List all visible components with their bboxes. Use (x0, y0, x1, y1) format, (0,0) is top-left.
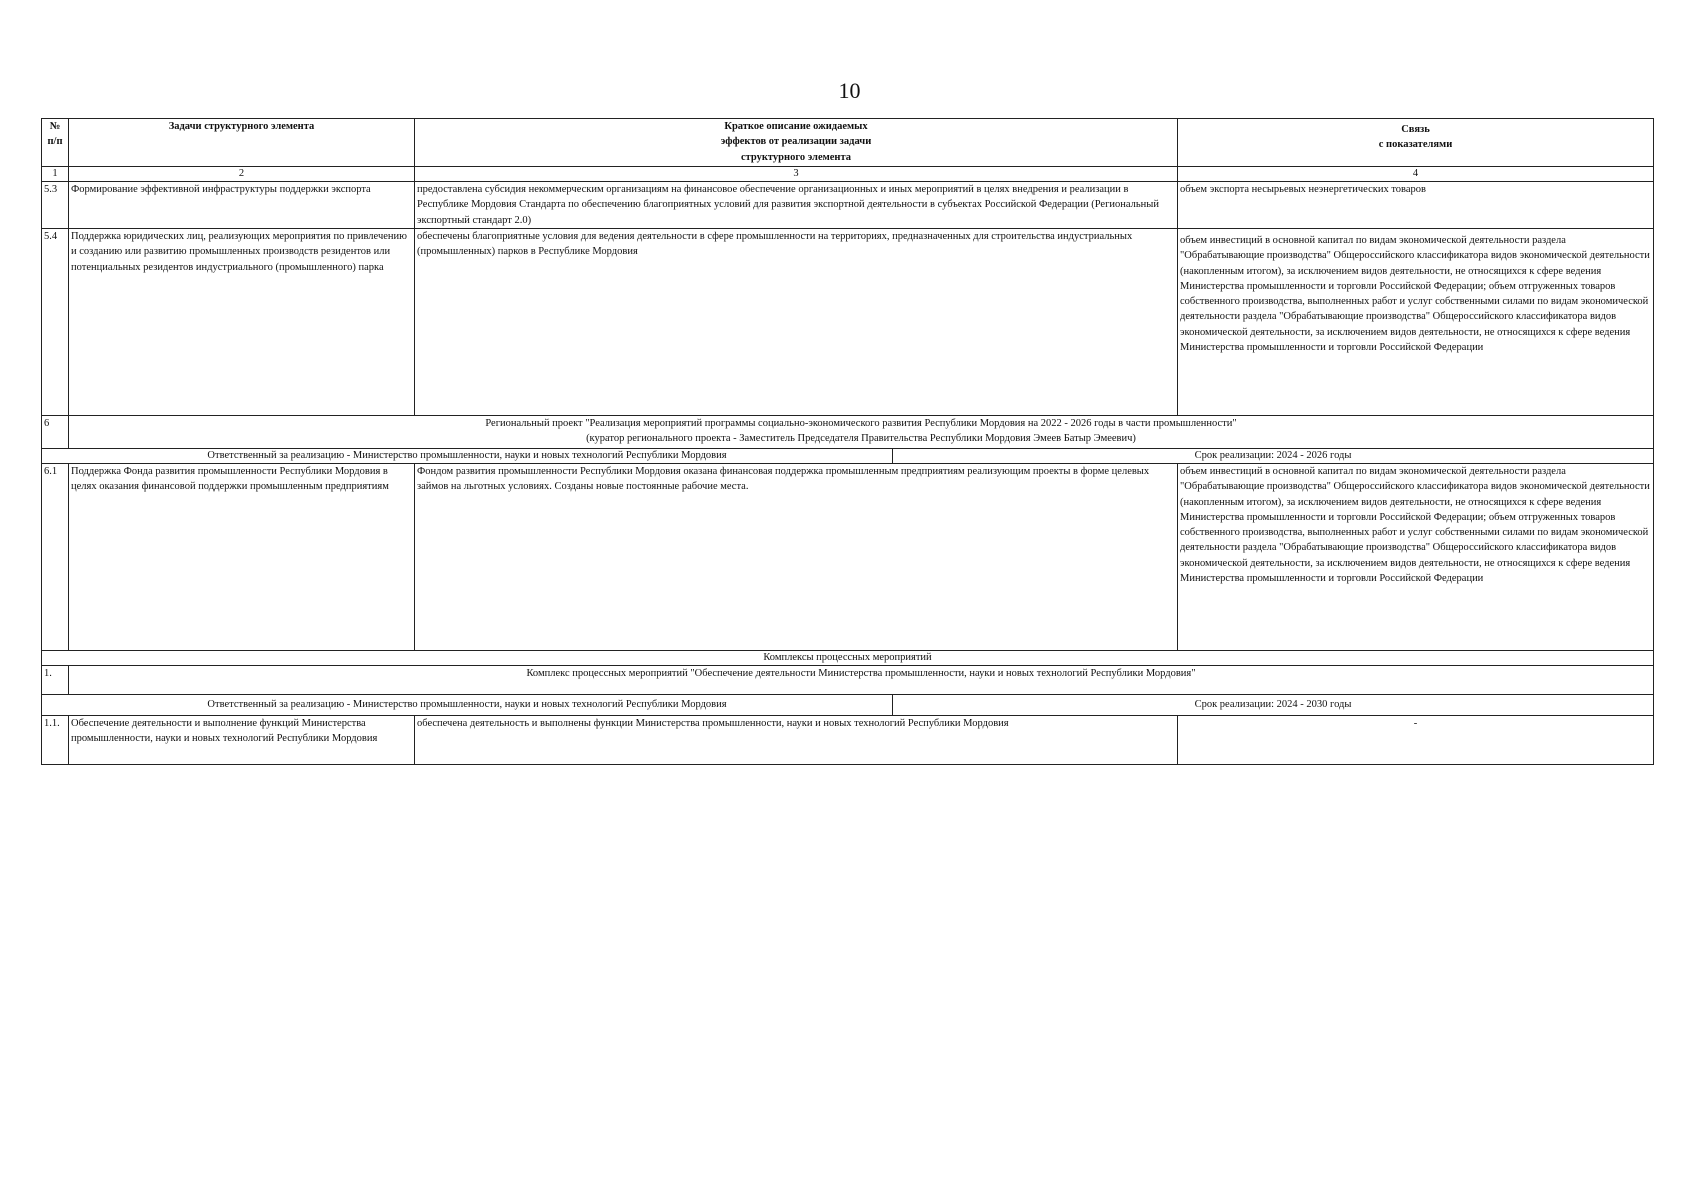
column-number: 2 (69, 167, 415, 182)
table-row-5-4 (42, 229, 1654, 416)
row-number: 1.1. (42, 716, 69, 765)
row-link: - (1178, 716, 1654, 765)
structural-elements-table (41, 118, 1654, 765)
table-row-project-6 (42, 416, 1654, 449)
row-link: объем инвестиций в основной капитал по видам экономической деятельности раздела "Обрабатывающие производства" Общероссийского классификатора видов экономической деятельности (накопленным итогом), за исключением видов деятельности, не относящихся к сфере ведения Министерства промышленности и торговли Российской Федерации; объем отгруженных товаров собственного производства, выполненных работ и услуг собственными силами по видам экономической деятельности раздела "Обрабатывающие производства" Общероссийского классификатора видов экономической деятельности, за исключением видов деятельности, не относящихся к сфере ведения Министерства промышленности и торговли Российской Федерации (1178, 229, 1654, 416)
complex-1-responsible: Ответственный за реализацию - Министерство промышленности, науки и новых технологий Республики Мордовия (42, 695, 893, 716)
header-tasks: Задачи структурного элемента (69, 119, 415, 167)
complex-1-responsible-row (42, 695, 1654, 716)
header-effects-line: структурного элемента (740, 151, 852, 163)
header-link-line: Связь (1401, 124, 1430, 135)
row-effect: обеспечены благоприятные условия для ведения деятельности в сфере промышленности на территориях, предназначенных для строительства индустриальных (промышленных) парков в Республике Мордовия (415, 229, 1178, 416)
page-number: 10 (838, 78, 861, 103)
row-number: 5.4 (42, 229, 69, 416)
table-header-row (42, 119, 1654, 167)
row-number: 5.3 (42, 182, 69, 229)
table-row-5-3 (42, 182, 1654, 229)
complex-1-title: Комплекс процессных мероприятий "Обеспечение деятельности Министерства промышленности, науки и новых технологий Республики Мордовия" (69, 666, 1654, 695)
row-number: 6 (42, 416, 69, 449)
row-number: 6.1 (42, 464, 69, 651)
complexes-title-row (42, 651, 1654, 666)
project-6-title: Региональный проект "Реализация мероприятий программы социально-экономического развития Республики Мордовия на 2022 - 2026 годы в части промышленности" (485, 418, 1237, 429)
header-effects-line: Краткое описание ожидаемых (724, 121, 868, 132)
row-task: Формирование эффективной инфраструктуры поддержки экспорта (69, 182, 415, 229)
column-number-row (42, 167, 1654, 182)
row-effect: Фондом развития промышленности Республики Мордовия оказана финансовая поддержка промышленным предприятиям реализующим проекты в форме целевых займов на льготных условиях. Созданы новые постоянные рабочие места. (415, 464, 1178, 651)
table-row-1-1 (42, 716, 1654, 765)
table-row-complex-1 (42, 666, 1654, 695)
project-6-curator: (куратор регионального проекта - Заместитель Председателя Правительства Республики Мордовия Эмеев Батыр Эмеевич) (586, 433, 1136, 445)
column-number: 3 (415, 167, 1178, 182)
column-number: 4 (1178, 167, 1654, 182)
row-link: объем инвестиций в основной капитал по видам экономической деятельности раздела "Обрабатывающие производства" Общероссийского классификатора видов экономической деятельности (накопленным итогом), за исключением видов деятельности, не относящихся к сфере ведения Министерства промышленности и торговли Российской Федерации; объем отгруженных товаров собственного производства, выполненных работ и услуг собственными силами по видам экономической деятельности раздела "Обрабатывающие производства" Общероссийского классификатора видов экономической деятельности, за исключением видов деятельности, не относящихся к сфере ведения Министерства промышленности и торговли Российской Федерации (1178, 464, 1654, 651)
project-6-title-cell (69, 416, 1654, 449)
header-link (1178, 119, 1654, 167)
complexes-title: Комплексы процессных мероприятий (42, 651, 1654, 666)
table-row-6-1 (42, 464, 1654, 651)
row-link: объем экспорта несырьевых неэнергетических товаров (1178, 182, 1654, 229)
row-task: Обеспечение деятельности и выполнение функций Министерства промышленности, науки и новых технологий Республики Мордовия (69, 716, 415, 765)
header-num: № п/п (42, 119, 69, 167)
row-number: 1. (42, 666, 69, 695)
column-number: 1 (42, 167, 69, 182)
row-task: Поддержка юридических лиц, реализующих мероприятия по привлечению и созданию или развитию промышленных производств резидентов или потенциальных резидентов индустриального (промышленного) парка (69, 229, 415, 416)
row-task: Поддержка Фонда развития промышленности Республики Мордовия в целях оказания финансовой поддержки промышленным предприятиям (69, 464, 415, 651)
project-6-period: Срок реализации: 2024 - 2026 годы (893, 449, 1654, 464)
complex-1-period: Срок реализации: 2024 - 2030 годы (893, 695, 1654, 716)
header-effects (415, 119, 1178, 167)
header-effects-line: эффектов от реализации задачи (720, 136, 872, 148)
row-effect: обеспечена деятельность и выполнены функции Министерства промышленности, науки и новых технологий Республики Мордовия (415, 716, 1178, 765)
project-6-responsible-row (42, 449, 1654, 464)
project-6-responsible: Ответственный за реализацию - Министерство промышленности, науки и новых технологий Республики Мордовия (42, 449, 893, 464)
header-link-line: с показателями (1378, 139, 1453, 151)
row-effect: предоставлена субсидия некоммерческим организациям на финансовое обеспечение организационных и иных мероприятий в целях внедрения и реализации в Республике Мордовия Стандарта по обеспечению благоприятных условий для развития экспортной деятельности в субъектах Российской Федерации (Региональный экспортный стандарт 2.0) (415, 182, 1178, 229)
